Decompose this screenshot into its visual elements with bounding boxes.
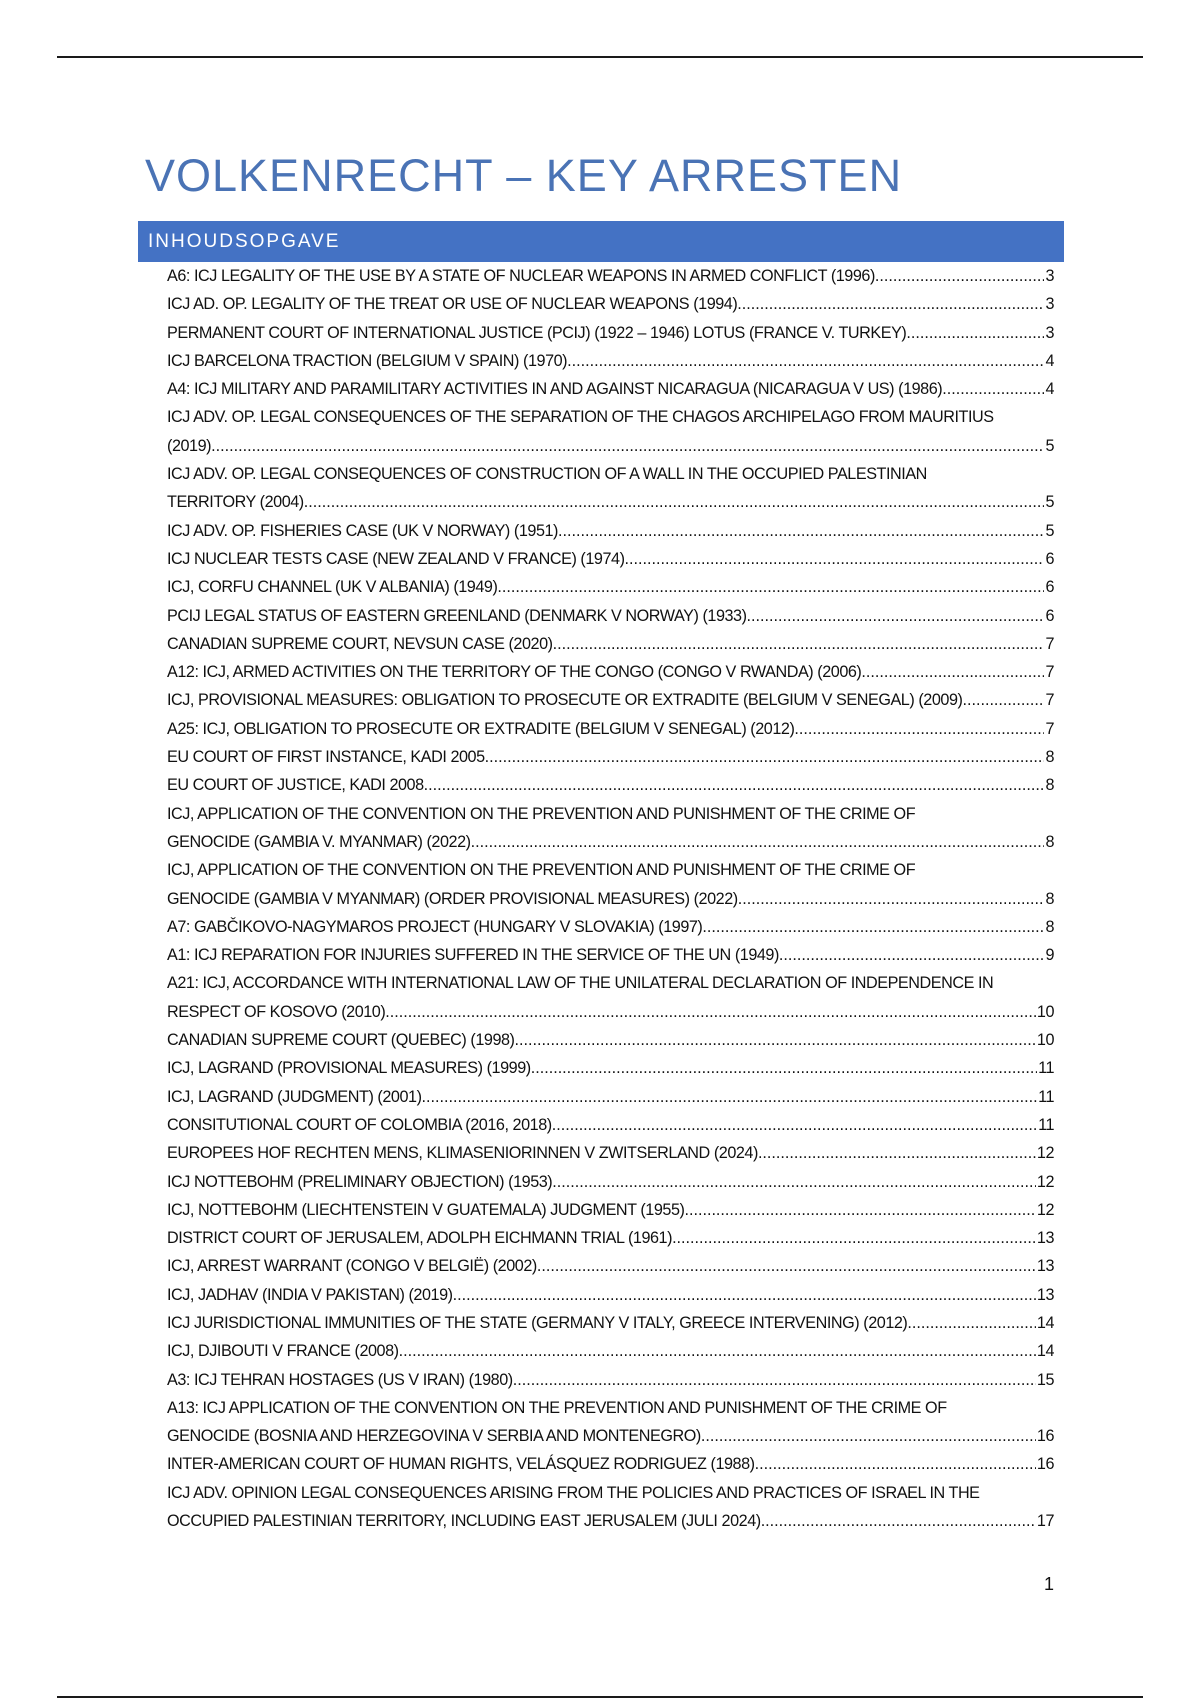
toc-entry[interactable] xyxy=(167,1394,1054,1451)
toc-entry-page: 5 xyxy=(1045,521,1054,540)
toc-entry-title: PCIJ LEGAL STATUS OF EASTERN GREENLAND (DENMARK V NORWAY) (1933) xyxy=(167,606,747,625)
toc-entry[interactable] xyxy=(167,517,1054,545)
toc-leader-dots xyxy=(531,1054,1037,1082)
toc-entry-page: 5 xyxy=(1045,436,1054,455)
toc-entry-page: 11 xyxy=(1038,1115,1054,1134)
toc-entry-title-continued: GENOCIDE (GAMBIA V. MYANMAR) (2022) xyxy=(167,832,471,851)
toc-entry[interactable] xyxy=(167,573,1054,601)
toc-entry-page: 12 xyxy=(1036,1172,1054,1191)
toc-leader-dots xyxy=(552,1111,1037,1139)
toc-leader-dots xyxy=(497,573,1044,601)
toc-entry-page: 8 xyxy=(1045,776,1054,795)
toc-leader-dots xyxy=(906,319,1044,347)
toc-entry-title: A3: ICJ TEHRAN HOSTAGES (US V IRAN) (1980) xyxy=(167,1370,513,1389)
toc-entry[interactable] xyxy=(167,856,1054,913)
toc-entry-page: 11 xyxy=(1038,1087,1054,1106)
toc-entry-page: 14 xyxy=(1036,1313,1054,1332)
toc-entry-line xyxy=(167,828,1054,856)
toc-entry-line xyxy=(167,885,1054,913)
toc-entry-page: 12 xyxy=(1036,1144,1054,1163)
toc-entry[interactable] xyxy=(167,1450,1054,1478)
toc-entry[interactable] xyxy=(167,1196,1054,1224)
toc-entry-page: 11 xyxy=(1038,1059,1054,1078)
toc-leader-dots xyxy=(755,1450,1036,1478)
toc-entry-title: EU COURT OF JUSTICE, KADI 2008 xyxy=(167,776,424,795)
toc-entry-page: 7 xyxy=(1045,634,1054,653)
toc-entry-title-continued: OCCUPIED PALESTINIAN TERRITORY, INCLUDING EAST JERUSALEM (JULI 2024) xyxy=(167,1512,761,1531)
toc-entry-title: ICJ AD. OP. LEGALITY OF THE TREAT OR USE OF NUCLEAR WEAPONS (1994) xyxy=(167,295,738,314)
toc-entry-title: ICJ, LAGRAND (JUDGMENT) (2001) xyxy=(167,1087,422,1106)
toc-entry-page: 10 xyxy=(1036,1031,1054,1050)
toc-leader-dots xyxy=(537,1252,1036,1280)
table-of-contents xyxy=(167,262,1054,1535)
toc-leader-dots xyxy=(211,432,1044,460)
toc-leader-dots xyxy=(453,1281,1036,1309)
toc-entry-title: ICJ, ARREST WARRANT (CONGO V BELGIË) (2002) xyxy=(167,1257,537,1276)
toc-entry-page: 13 xyxy=(1036,1229,1054,1248)
toc-entry-line xyxy=(167,1422,1054,1450)
toc-entry-title: ICJ, CORFU CHANNEL (UK V ALBANIA) (1949) xyxy=(167,578,498,597)
toc-entry-page: 8 xyxy=(1045,832,1054,851)
toc-leader-dots xyxy=(684,1196,1035,1224)
toc-entry-title: INTER-AMERICAN COURT OF HUMAN RIGHTS, VELÁSQUEZ RODRIGUEZ (1988) xyxy=(167,1455,755,1474)
toc-entry[interactable] xyxy=(167,1252,1054,1280)
toc-entry[interactable] xyxy=(167,403,1054,460)
toc-entry[interactable] xyxy=(167,630,1054,658)
toc-entry-title: A25: ICJ, OBLIGATION TO PROSECUTE OR EXTRADITE (BELGIUM V SENEGAL) (2012) xyxy=(167,719,795,738)
toc-leader-dots xyxy=(875,262,1045,290)
toc-entry[interactable] xyxy=(167,262,1054,290)
toc-entry-page: 7 xyxy=(1045,719,1054,738)
toc-entry[interactable] xyxy=(167,1281,1054,1309)
toc-entry[interactable] xyxy=(167,913,1054,941)
toc-leader-dots xyxy=(738,885,1045,913)
toc-entry-page: 5 xyxy=(1045,493,1054,512)
toc-entry[interactable] xyxy=(167,715,1054,743)
toc-entry-title: EUROPEES HOF RECHTEN MENS, KLIMASENIORINNEN V ZWITSERLAND (2024) xyxy=(167,1144,758,1163)
footer-rule xyxy=(57,1696,1143,1698)
toc-entry-page: 13 xyxy=(1036,1285,1054,1304)
toc-entry-page: 3 xyxy=(1045,295,1054,314)
toc-entry-title: ICJ, APPLICATION OF THE CONVENTION ON THE PREVENTION AND PUNISHMENT OF THE CRIME OF xyxy=(167,861,916,880)
toc-entry-title: ICJ ADV. OP. LEGAL CONSEQUENCES OF CONSTRUCTION OF A WALL IN THE OCCUPIED PALESTINIAN xyxy=(167,465,927,484)
toc-entry-page: 4 xyxy=(1045,351,1054,370)
toc-entry-title: A7: GABČIKOVO-NAGYMAROS PROJECT (HUNGARY V SLOVAKIA) (1997) xyxy=(167,917,703,936)
toc-entry-title: ICJ BARCELONA TRACTION (BELGIUM V SPAIN) (1970) xyxy=(167,351,568,370)
toc-entry-title: CANADIAN SUPREME COURT (QUEBEC) (1998) xyxy=(167,1031,515,1050)
document-title: VOLKENRECHT – KEY ARRESTEN xyxy=(145,150,903,201)
toc-entry-title: ICJ, PROVISIONAL MEASURES: OBLIGATION TO PROSECUTE OR EXTRADITE (BELGIUM V SENEGAL) (2009) xyxy=(167,691,963,710)
toc-entry-page: 14 xyxy=(1036,1342,1054,1361)
toc-leader-dots xyxy=(485,743,1045,771)
toc-entry-page: 16 xyxy=(1036,1427,1054,1446)
toc-leader-dots xyxy=(422,1083,1038,1111)
toc-entry[interactable] xyxy=(167,743,1054,771)
toc-entry-title: A13: ICJ APPLICATION OF THE CONVENTION ON THE PREVENTION AND PUNISHMENT OF THE CRIME OF xyxy=(167,1398,947,1417)
toc-leader-dots xyxy=(702,913,1044,941)
toc-entry-line xyxy=(167,432,1054,460)
toc-entry[interactable] xyxy=(167,1083,1054,1111)
toc-entry-title: A12: ICJ, ARMED ACTIVITIES ON THE TERRITORY OF THE CONGO (CONGO V RWANDA) (2006) xyxy=(167,663,862,682)
toc-entry-page: 13 xyxy=(1036,1257,1054,1276)
toc-entry[interactable] xyxy=(167,1026,1054,1054)
toc-leader-dots xyxy=(552,1168,1036,1196)
toc-entry-line xyxy=(167,1507,1054,1535)
toc-heading: INHOUDSOPGAVE xyxy=(138,221,1064,262)
toc-entry-title-continued: RESPECT OF KOSOVO (2010) xyxy=(167,1002,386,1021)
toc-leader-dots xyxy=(779,941,1045,969)
page-number: 1 xyxy=(1043,1574,1054,1594)
toc-leader-dots xyxy=(761,1507,1036,1535)
toc-entry-title: ICJ, JADHAV (INDIA V PAKISTAN) (2019) xyxy=(167,1285,453,1304)
toc-entry[interactable] xyxy=(167,1479,1054,1536)
toc-entry-title: ICJ JURISDICTIONAL IMMUNITIES OF THE STATE (GERMANY V ITALY, GREECE INTERVENING) (2012) xyxy=(167,1313,908,1332)
toc-entry-line xyxy=(167,998,1054,1026)
toc-leader-dots xyxy=(758,1139,1036,1167)
toc-entry-title: DISTRICT COURT OF JERUSALEM, ADOLPH EICHMANN TRIAL (1961) xyxy=(167,1229,673,1248)
toc-entry-page: 10 xyxy=(1036,1002,1054,1021)
toc-entry[interactable] xyxy=(167,658,1054,686)
toc-entry-title: ICJ, DJIBOUTI V FRANCE (2008) xyxy=(167,1342,399,1361)
toc-entry-title: ICJ ADV. OP. FISHERIES CASE (UK V NORWAY) (1951) xyxy=(167,521,558,540)
toc-leader-dots xyxy=(907,1309,1036,1337)
toc-entry-title: ICJ, NOTTEBOHM (LIECHTENSTEIN V GUATEMALA) JUDGMENT (1955) xyxy=(167,1200,685,1219)
toc-entry-title: PERMANENT COURT OF INTERNATIONAL JUSTICE (PCIJ) (1922 – 1946) LOTUS (FRANCE V. TURKEY) xyxy=(167,323,907,342)
toc-entry[interactable] xyxy=(167,375,1054,403)
toc-entry-line xyxy=(167,488,1054,516)
toc-entry-title: A6: ICJ LEGALITY OF THE USE BY A STATE OF NUCLEAR WEAPONS IN ARMED CONFLICT (1996) xyxy=(167,267,875,285)
toc-entry[interactable] xyxy=(167,1054,1054,1082)
toc-entry[interactable] xyxy=(167,319,1054,347)
toc-entry[interactable] xyxy=(167,969,1054,1026)
toc-entry[interactable] xyxy=(167,686,1054,714)
toc-entry-page: 9 xyxy=(1045,946,1054,965)
toc-entry-title: ICJ NUCLEAR TESTS CASE (NEW ZEALAND V FRANCE) (1974) xyxy=(167,549,625,568)
toc-leader-dots xyxy=(399,1337,1036,1365)
toc-entry-page: 8 xyxy=(1045,889,1054,908)
toc-leader-dots xyxy=(794,715,1044,743)
toc-entry[interactable] xyxy=(167,1168,1054,1196)
toc-entry-title: ICJ NOTTEBOHM (PRELIMINARY OBJECTION) (1953) xyxy=(167,1172,553,1191)
toc-entry[interactable] xyxy=(167,347,1054,375)
toc-leader-dots xyxy=(385,998,1036,1026)
toc-entry-title-continued: TERRITORY (2004) xyxy=(167,493,304,512)
toc-entry-title: A21: ICJ, ACCORDANCE WITH INTERNATIONAL LAW OF THE UNILATERAL DECLARATION OF INDEPENDENCE IN xyxy=(167,974,994,993)
toc-leader-dots xyxy=(701,1422,1036,1450)
toc-entry-page: 6 xyxy=(1045,578,1054,597)
toc-entry-title: ICJ ADV. OPINION LEGAL CONSEQUENCES ARISING FROM THE POLICIES AND PRACTICES OF ISRAEL IN THE xyxy=(167,1483,980,1502)
toc-entry-page: 3 xyxy=(1045,267,1054,285)
toc-entry-title: ICJ ADV. OP. LEGAL CONSEQUENCES OF THE SEPARATION OF THE CHAGOS ARCHIPELAGO FROM MAURITIUS xyxy=(167,408,994,427)
toc-entry[interactable] xyxy=(167,1139,1054,1167)
toc-leader-dots xyxy=(471,828,1045,856)
toc-entry-title-continued: (2019) xyxy=(167,436,212,455)
toc-entry-title: A1: ICJ REPARATION FOR INJURIES SUFFERED IN THE SERVICE OF THE UN (1949) xyxy=(167,946,779,965)
toc-entry[interactable] xyxy=(167,1111,1054,1139)
toc-entry-title: CONSITUTIONAL COURT OF COLOMBIA (2016, 2018) xyxy=(167,1115,552,1134)
toc-entry-page: 3 xyxy=(1045,323,1054,342)
toc-leader-dots xyxy=(513,1366,1036,1394)
toc-entry-page: 15 xyxy=(1036,1370,1054,1389)
toc-entry-title: ICJ, APPLICATION OF THE CONVENTION ON THE PREVENTION AND PUNISHMENT OF THE CRIME OF xyxy=(167,804,916,823)
toc-entry-title: A4: ICJ MILITARY AND PARAMILITARY ACTIVITIES IN AND AGAINST NICARAGUA (NICARAGUA V US) (1986) xyxy=(167,380,943,399)
toc-entry[interactable] xyxy=(167,545,1054,573)
toc-entry-title: ICJ, LAGRAND (PROVISIONAL MEASURES) (1999) xyxy=(167,1059,531,1078)
toc-leader-dots xyxy=(747,602,1045,630)
toc-entry-title-continued: GENOCIDE (BOSNIA AND HERZEGOVINA V SERBIA AND MONTENEGRO) xyxy=(167,1427,701,1446)
toc-entry[interactable] xyxy=(167,771,1054,799)
toc-entry-page: 6 xyxy=(1045,606,1054,625)
toc-leader-dots xyxy=(672,1224,1036,1252)
toc-entry-page: 7 xyxy=(1045,691,1054,710)
toc-entry-title: EU COURT OF FIRST INSTANCE, KADI 2005 xyxy=(167,748,485,767)
toc-entry[interactable] xyxy=(167,800,1054,857)
toc-entry-page: 7 xyxy=(1045,663,1054,682)
toc-entry[interactable] xyxy=(167,1309,1054,1337)
toc-leader-dots xyxy=(304,488,1045,516)
toc-leader-dots xyxy=(962,686,1044,714)
toc-leader-dots xyxy=(515,1026,1036,1054)
toc-entry[interactable] xyxy=(167,460,1054,517)
toc-leader-dots xyxy=(861,658,1044,686)
toc-leader-dots xyxy=(625,545,1045,573)
toc-entry-title: CANADIAN SUPREME COURT, NEVSUN CASE (2020) xyxy=(167,634,553,653)
header-rule xyxy=(57,56,1143,58)
toc-leader-dots xyxy=(942,375,1044,403)
toc-leader-dots xyxy=(567,347,1044,375)
toc-entry-page: 8 xyxy=(1045,917,1054,936)
toc-leader-dots xyxy=(553,630,1045,658)
toc-entry[interactable] xyxy=(167,1366,1054,1394)
toc-entry-page: 17 xyxy=(1036,1512,1054,1531)
toc-leader-dots xyxy=(737,290,1044,318)
toc-entry[interactable] xyxy=(167,1337,1054,1365)
toc-entry[interactable] xyxy=(167,941,1054,969)
toc-leader-dots xyxy=(424,771,1045,799)
toc-entry-title-continued: GENOCIDE (GAMBIA V MYANMAR) (ORDER PROVISIONAL MEASURES) (2022) xyxy=(167,889,738,908)
toc-entry-page: 6 xyxy=(1045,549,1054,568)
toc-entry-page: 12 xyxy=(1036,1200,1054,1219)
toc-entry[interactable] xyxy=(167,1224,1054,1252)
toc-entry-page: 4 xyxy=(1045,380,1054,399)
toc-entry-page: 16 xyxy=(1036,1455,1054,1474)
toc-leader-dots xyxy=(558,517,1044,545)
toc-entry[interactable] xyxy=(167,602,1054,630)
toc-entry[interactable] xyxy=(167,290,1054,318)
toc-entry-page: 8 xyxy=(1045,748,1054,767)
